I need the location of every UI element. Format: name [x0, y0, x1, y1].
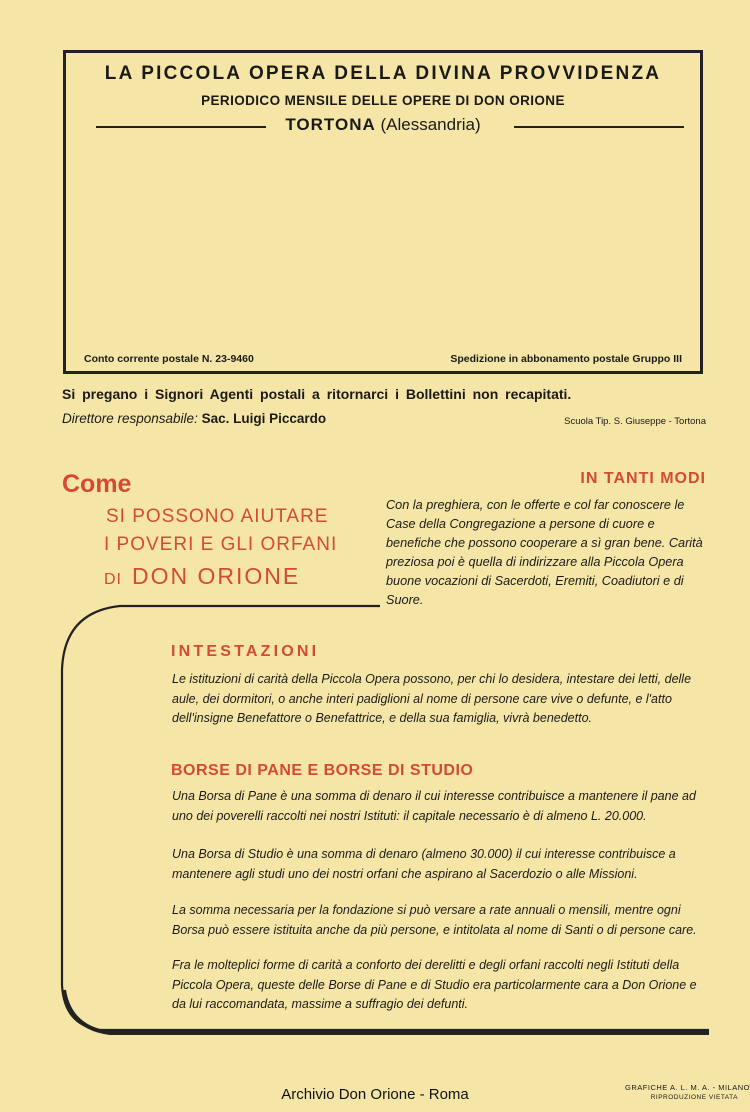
in-tanti-modi-heading: IN TANTI MODI — [580, 470, 706, 487]
agents-notice: Si pregano i Signori Agenti postali a ritornarci i Bollettini non recapitati. — [62, 386, 572, 402]
spedizione: Spedizione in abbonamento postale Gruppo III — [450, 353, 682, 365]
borse-paragraph-4: Fra le molteplici forme di carità a conforto dei derelitti e degli orfani raccolti negli Istituti della Piccola Opera, queste delle Borse di Pane e di Studio era particolarmente cara a Don Orione e da lui raccomandata, massime a suffragio dei defunti. — [172, 958, 697, 1011]
intestazioni-heading: INTESTAZIONI — [171, 643, 320, 660]
city-name: TORTONA — [285, 115, 376, 134]
printer-credit: Scuola Tip. S. Giuseppe - Tortona — [564, 416, 706, 427]
riproduzione-vietata: RIPRODUZIONE VIETATA — [650, 1094, 738, 1101]
intestazioni-text: Le istituzioni di carità della Piccola Opera possono, per chi lo desidera, intestare dei letti, delle aule, dei dormitori, o anche interi padiglioni al nome di persone care vive o defunte, e l'atto dell'insigne Benefattore o Benefattrice, e della sua famiglia, vivrà benedetto. — [172, 672, 692, 725]
director-label: Direttore responsabile: — [62, 411, 198, 426]
director-name: Sac. Luigi Piccardo — [201, 411, 327, 426]
in-tanti-modi-text: Con la preghiera, con le offerte e col far conoscere le Case della Congregazione a persone di cuore e benefiche che possono cooperare a sì gran bene. Carità preziosa poi è quella di indirizzare alla Piccola Opera buone vocazioni di Sacerdoti, Eremiti, Coadiutori e di Suore. — [386, 498, 703, 607]
province-name: (Alessandria) — [380, 115, 481, 134]
archive-footer: Archivio Don Orione - Roma — [281, 1086, 469, 1103]
masthead-subtitle: PERIODICO MENSILE DELLE OPERE DI DON ORIONE — [201, 93, 565, 108]
masthead-title: LA PICCOLA OPERA DELLA DIVINA PROVVIDENZA — [104, 63, 662, 84]
borse-paragraph-1: Una Borsa di Pane è una somma di denaro il cui interesse contribuisce a mantenere il pane ad uno dei poverelli raccolti nei nostri Istituti: il capitale necessario è di almeno L. 20.000. — [172, 789, 696, 823]
come-line-1: SI POSSONO AIUTARE — [106, 506, 329, 527]
borse-paragraph-2: Una Borsa di Studio è una somma di denaro (almeno 30.000) il cui interesse contribuisce a mantenere agli studi uno dei nostri orfani che aspirano al Sacerdozio o alle Missioni. — [172, 847, 676, 881]
don-orione-name: DON ORIONE — [132, 563, 301, 589]
conto-corrente: Conto corrente postale N. 23-9460 — [84, 353, 254, 365]
grafiche-credit: GRAFICHE A. L. M. A. - MILANO — [625, 1083, 750, 1092]
come-line-2: I POVERI E GLI ORFANI — [104, 534, 338, 555]
come-line-3-prefix: DI — [104, 571, 122, 588]
come-heading: Come — [62, 470, 132, 498]
borse-paragraph-3: La somma necessaria per la fondazione si può versare a rate annuali o mensili, mentre ogni Borsa può essere istituita anche da più persone, e intitolata al nome di Santi o di persone care. — [172, 903, 697, 937]
borse-heading: BORSE DI PANE E BORSE DI STUDIO — [171, 762, 474, 779]
